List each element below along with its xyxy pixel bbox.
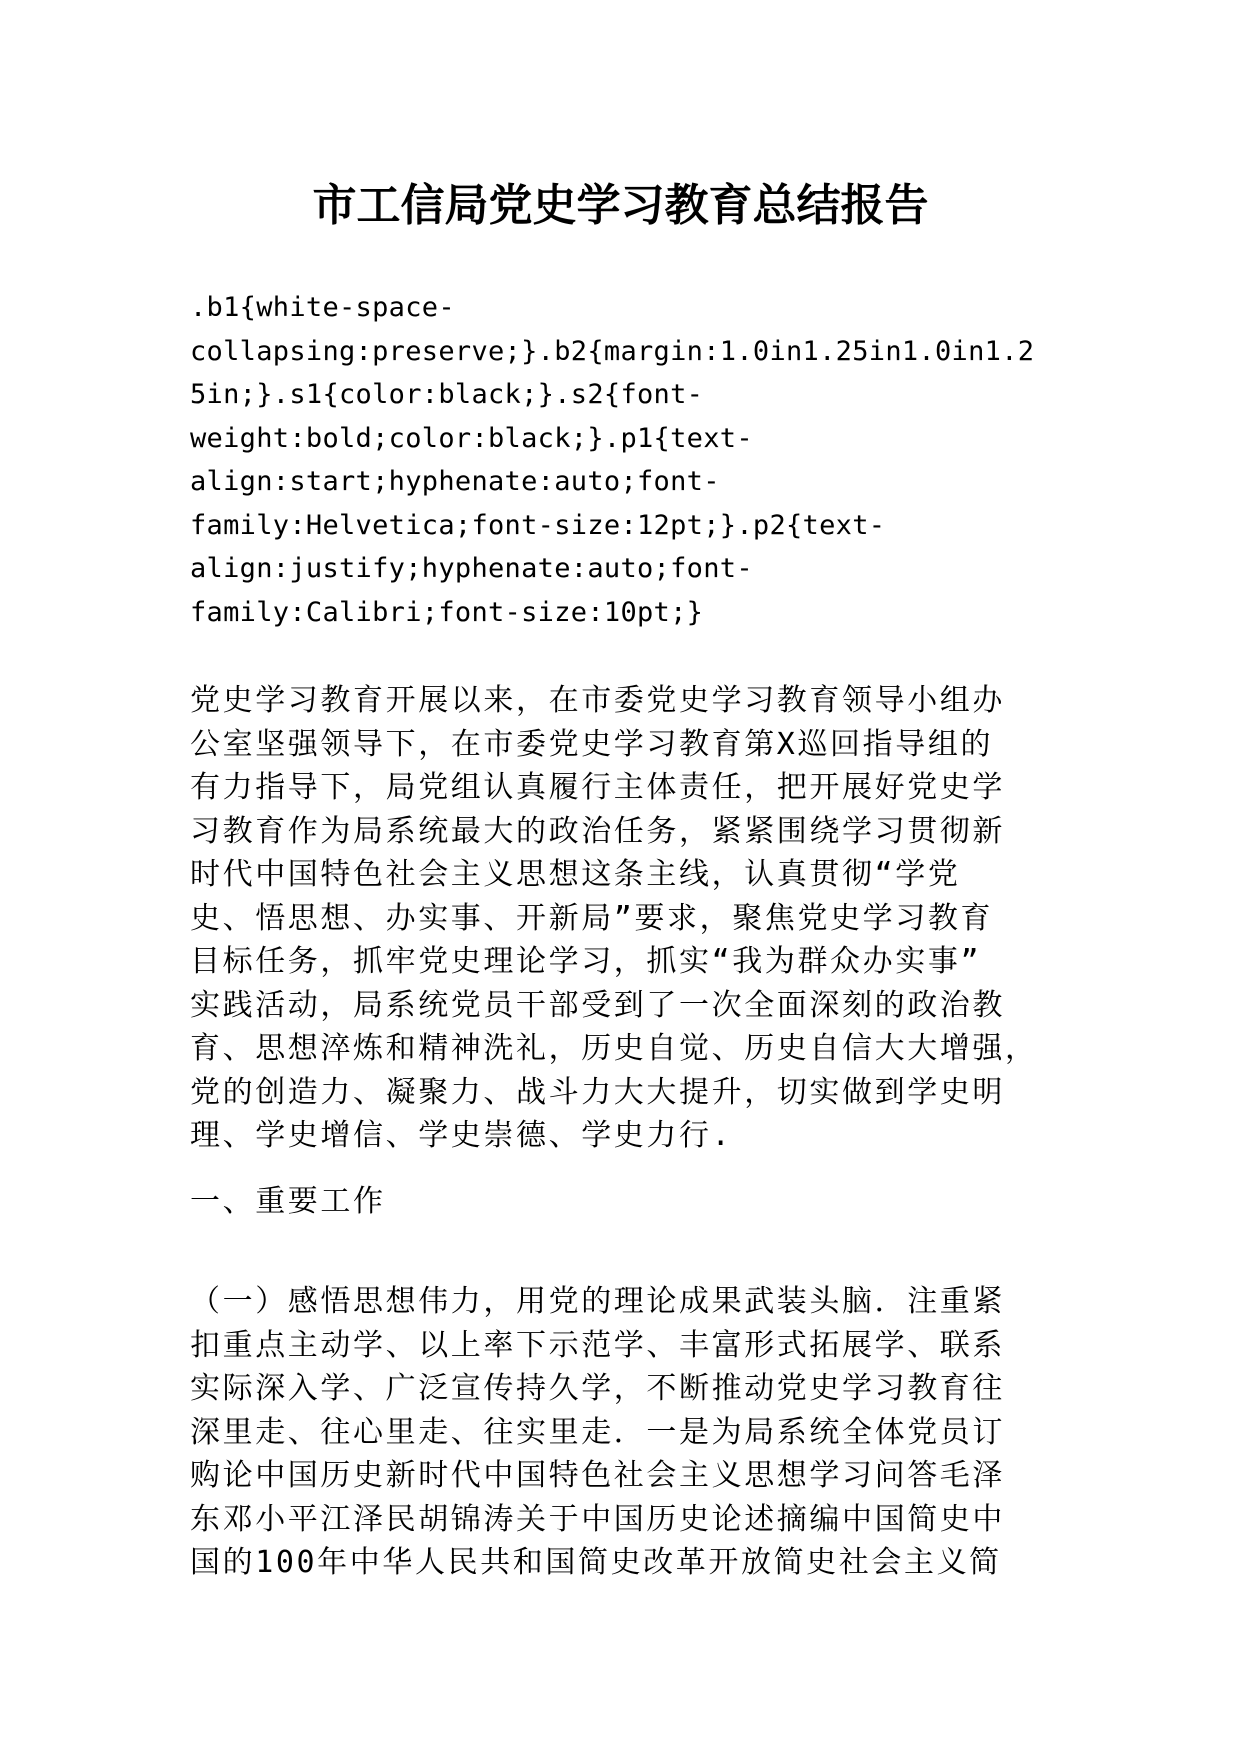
section-heading-text: 一、重要工作 [190, 1184, 386, 1219]
paragraph-line: 时代中国特色社会主义思想这条主线，认真贯彻“学党 [190, 857, 961, 892]
css-line: align:start;hyphenate:auto;font- [190, 466, 720, 497]
paragraph-line: 史、悟思想、办实事、开新局”要求，聚焦党史学习教育 [190, 900, 994, 936]
css-line: align:justify;hyphenate:auto;font- [190, 553, 753, 584]
paragraph-line: 育、思想淬炼和精神洗礼，历史自觉、历史自信大大增强， [190, 1031, 1038, 1066]
paragraph-line: 东邓小平江泽民胡锦涛关于中国历史论述摘编中国简史中 [190, 1501, 1005, 1537]
paragraph-line: 习教育作为局系统最大的政治任务，紧紧围绕学习贯彻新 [190, 813, 1005, 849]
css-line: .b1{white-space- [190, 292, 455, 323]
paragraph-line: 党的创造力、凝聚力、战斗力大大提升，切实做到学史明 [190, 1074, 1005, 1110]
section-one-paragraph [190, 1280, 1050, 1585]
paragraph-line: 公室坚强领导下，在市委党史学习教育第X巡回指导组的 [190, 726, 994, 762]
paragraph-line: 党史学习教育开展以来，在市委党史学习教育领导小组办 [190, 683, 1005, 718]
paragraph-line: 深里走、往心里走、往实里走．一是为局系统全体党员订 [190, 1414, 1005, 1450]
paragraph-line: 目标任务，抓牢党史理论学习，抓实“我为群众办实事” [190, 944, 982, 979]
paragraph-line: 扣重点主动学、以上率下示范学、丰富形式拓展学、联系 [190, 1327, 1005, 1363]
paragraph-line: 实践活动，局系统党员干部受到了一次全面深刻的政治教 [190, 987, 1005, 1023]
paragraph-line: （一）感悟思想伟力，用党的理论成果武装头脑．注重紧 [190, 1284, 1005, 1319]
css-line: 5in;}.s1{color:black;}.s2{font- [190, 379, 704, 410]
paragraph-line: 国的100年中华人民共和国简史改革开放简史社会主义简 [190, 1545, 1002, 1580]
paragraph-line: 购论中国历史新时代中国特色社会主义思想学习问答毛泽 [190, 1458, 1005, 1493]
paragraph-line: 实际深入学、广泛宣传持久学，不断推动党史学习教育往 [190, 1371, 1005, 1406]
paragraph-line: 理、学史增信、学史崇德、学史力行. [190, 1118, 733, 1153]
intro-paragraph [190, 679, 1050, 1158]
css-text-block [190, 286, 1050, 634]
document-title: 市工信局党史学习教育总结报告 [312, 180, 929, 231]
css-line: collapsing:preserve;}.b2{margin:1.0in1.25in1.0in1.2 [190, 335, 1035, 367]
css-line: family:Helvetica;font-size:12pt;}.p2{text- [190, 509, 886, 541]
paragraph-line: 有力指导下，局党组认真履行主体责任，把开展好党史学 [190, 770, 1005, 805]
css-line: weight:bold;color:black;}.p1{text- [190, 422, 753, 454]
css-line: family:Calibri;font-size:10pt;} [190, 596, 704, 628]
section-heading [190, 1180, 1050, 1224]
